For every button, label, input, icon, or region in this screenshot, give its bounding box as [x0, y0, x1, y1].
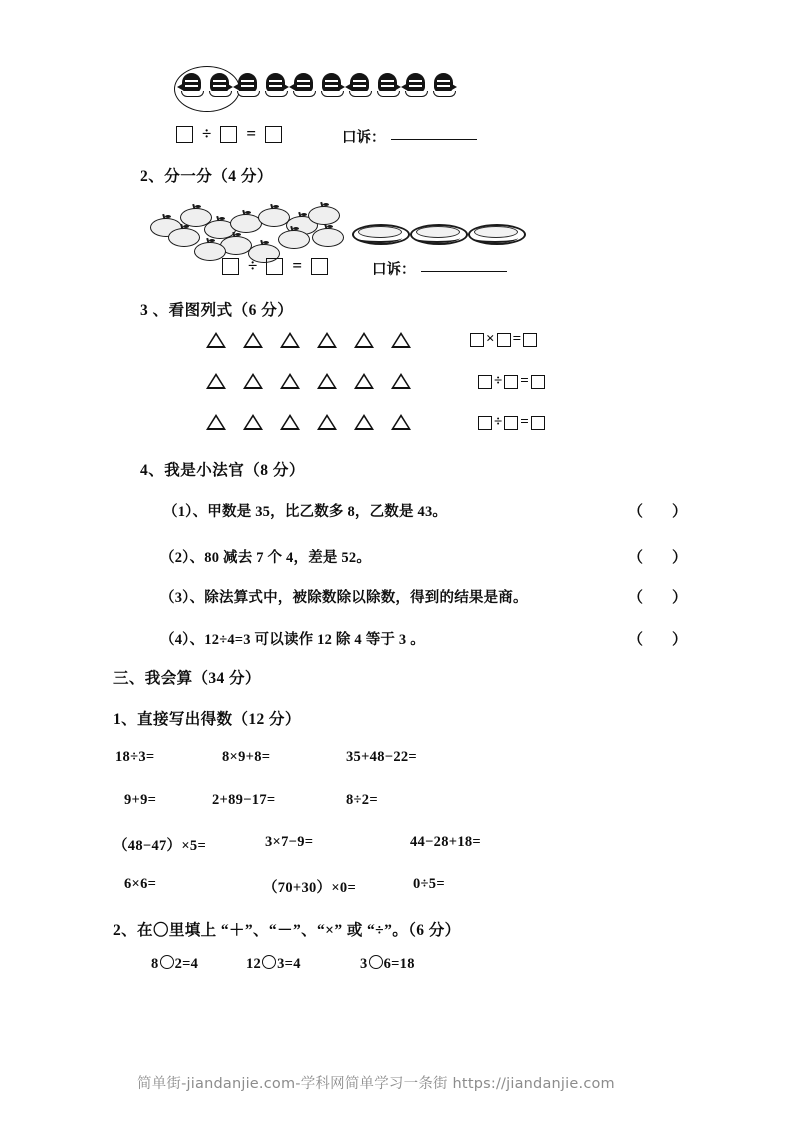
exercise2-plate-group: [352, 222, 527, 248]
circle-fill-problem[interactable]: [151, 955, 198, 973]
answer-box[interactable]: [470, 333, 484, 347]
divide-operator: ÷: [494, 373, 503, 389]
plate-icon: [352, 222, 406, 244]
answer-box[interactable]: [266, 258, 283, 275]
mnemonic-blank[interactable]: [421, 270, 507, 272]
triangle-icon: [391, 414, 411, 430]
answer-box[interactable]: [531, 375, 545, 389]
triangle-icon: [317, 332, 337, 348]
chick-icon: [318, 70, 344, 100]
triangle-row: [206, 373, 428, 389]
chick-icon: [262, 70, 288, 100]
exercise4-answer-box-4[interactable]: （ ）: [628, 632, 695, 648]
equals-operator: =: [292, 256, 303, 275]
exercise1-equation: [176, 124, 282, 144]
answer-box[interactable]: [222, 258, 239, 275]
triangle-icon: [243, 414, 263, 430]
exercise4-item-1: （1）、甲数是 35，比乙数多 8，乙数是 43。: [163, 504, 448, 520]
arith-problem[interactable]: 8×9+8=: [222, 749, 271, 765]
triangle-row: [206, 332, 428, 348]
arith-problem[interactable]: （48−47）×5=: [113, 838, 207, 854]
mnemonic-blank[interactable]: [391, 138, 477, 140]
triangle-icon: [391, 332, 411, 348]
chick-icon: [290, 70, 316, 100]
arith-problem[interactable]: 3×7−9=: [265, 834, 314, 850]
footer-watermark: 简单街-jiandanjie.com-学科网简单学习一条街 https://jiandanjie.com: [137, 1076, 615, 1092]
triangle-icon: [354, 332, 374, 348]
arith-problem[interactable]: 18÷3=: [115, 749, 155, 765]
equals-operator: =: [520, 414, 529, 430]
section3-heading: 三、我会算（34 分）: [113, 670, 261, 687]
chick-icon: [178, 70, 204, 100]
section3-part1-heading: 1、直接写出得数（12 分）: [113, 711, 301, 728]
exercise4-item-2: （2）、80 减去 7 个 4，差是 52。: [160, 550, 372, 566]
operand-right: 6=18: [383, 956, 415, 972]
triangle-icon: [280, 373, 300, 389]
triangle-icon: [243, 332, 263, 348]
chick-icon: [374, 70, 400, 100]
answer-box[interactable]: [531, 416, 545, 430]
exercise4-heading: 4、我是小法官（8 分）: [140, 462, 305, 479]
answer-box[interactable]: [311, 258, 328, 275]
exercise4-answer-box-1[interactable]: （ ）: [628, 504, 695, 520]
triangle-icon: [206, 332, 226, 348]
triangle-icon: [206, 414, 226, 430]
triangle-icon: [243, 373, 263, 389]
chick-icon: [346, 70, 372, 100]
chick-icon: [206, 70, 232, 100]
arith-problem[interactable]: 0÷5=: [413, 876, 445, 892]
section3-part2-heading: 2、在〇里填上 “＋”、“－”、“×” 或 “÷”。（6 分）: [113, 922, 461, 939]
arith-problem[interactable]: （70+30）×0=: [263, 880, 357, 896]
arith-problem[interactable]: 9+9=: [124, 792, 157, 808]
triangle-icon: [280, 414, 300, 430]
arith-problem[interactable]: 6×6=: [124, 876, 157, 892]
exercise1-figure: [178, 70, 458, 100]
operand-right: 2=4: [174, 956, 199, 972]
triangle-icon: [317, 414, 337, 430]
exercise2-mnemonic: [368, 258, 507, 279]
apple-icon: [258, 204, 288, 225]
triangle-icon: [354, 373, 374, 389]
arith-problem[interactable]: 8÷2=: [346, 792, 378, 808]
operator-circle-icon[interactable]: [262, 955, 276, 969]
answer-box[interactable]: [220, 126, 237, 143]
exercise4-item-4: （4）、12÷4=3 可以读作 12 除 4 等于 3 。: [160, 632, 425, 648]
plate-icon: [410, 222, 464, 244]
answer-box[interactable]: [478, 416, 492, 430]
divide-operator: ÷: [494, 414, 503, 430]
operand-left: 8: [151, 956, 159, 972]
triangle-icon: [317, 373, 337, 389]
answer-box[interactable]: [497, 333, 511, 347]
arith-problem[interactable]: 44−28+18=: [410, 834, 481, 850]
divide-operator: ÷: [248, 256, 258, 275]
exercise2-apple-group: [146, 196, 346, 258]
apple-icon: [230, 210, 260, 231]
mnemonic-label: 口诉：: [372, 262, 416, 278]
apple-icon: [194, 238, 224, 259]
answer-box[interactable]: [504, 375, 518, 389]
exercise3-equation-row: [478, 373, 545, 390]
exercise3-equation-row: [478, 414, 545, 431]
exercise4-answer-box-3[interactable]: （ ）: [628, 590, 695, 606]
answer-box[interactable]: [265, 126, 282, 143]
operand-right: 3=4: [277, 956, 301, 972]
exercise3-heading: 3 、看图列式（6 分）: [140, 302, 294, 319]
circle-fill-problem[interactable]: [246, 955, 301, 973]
equals-operator: =: [246, 124, 257, 143]
chick-icon: [430, 70, 456, 100]
circle-fill-problem[interactable]: [360, 955, 415, 973]
apple-icon: [278, 226, 308, 247]
answer-box[interactable]: [523, 333, 537, 347]
arith-problem[interactable]: 2+89−17=: [212, 792, 276, 808]
divide-operator: ÷: [202, 124, 212, 143]
triangle-icon: [280, 332, 300, 348]
arith-problem[interactable]: 35+48−22=: [346, 749, 417, 765]
exercise4-answer-box-2[interactable]: （ ）: [628, 550, 695, 566]
chick-row: [178, 70, 458, 100]
answer-box[interactable]: [504, 416, 518, 430]
exercise1-mnemonic: [338, 126, 477, 147]
exercise2-heading: 2、分一分（4 分）: [140, 168, 273, 185]
exercise4-item-3: （3）、除法算式中，被除数除以除数，得到的结果是商。: [160, 590, 528, 606]
multiply-operator: ×: [486, 331, 495, 347]
triangle-icon: [206, 373, 226, 389]
exercise2-equation: [222, 256, 328, 276]
answer-box[interactable]: [176, 126, 193, 143]
apple-icon: [312, 224, 342, 245]
exercise3-equation-row: [470, 331, 537, 348]
operand-left: 3: [360, 956, 368, 972]
triangle-row: [206, 414, 428, 430]
answer-box[interactable]: [478, 375, 492, 389]
apple-icon: [308, 202, 338, 223]
equals-operator: =: [520, 373, 529, 389]
equals-operator: =: [512, 331, 522, 347]
mnemonic-label: 口诉：: [342, 130, 386, 146]
operator-circle-icon[interactable]: [369, 955, 383, 969]
chick-icon: [234, 70, 260, 100]
operator-circle-icon[interactable]: [160, 955, 174, 969]
operand-left: 12: [246, 956, 262, 972]
triangle-icon: [391, 373, 411, 389]
chick-icon: [402, 70, 428, 100]
plate-icon: [468, 222, 522, 244]
triangle-icon: [354, 414, 374, 430]
